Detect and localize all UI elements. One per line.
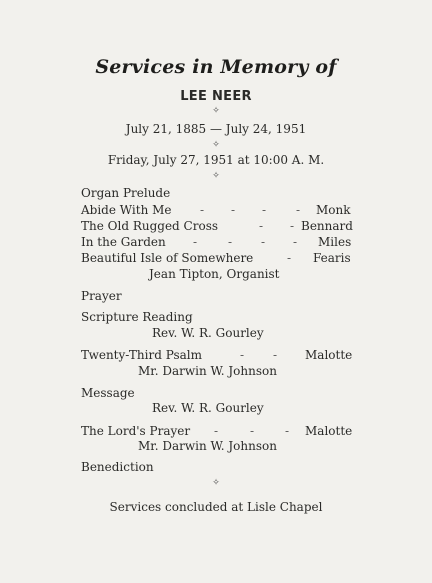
scripture-heading: Scripture Reading [81, 310, 193, 324]
dash-leader: - [287, 251, 292, 265]
dash-leader: - [250, 424, 255, 438]
dash-leader: - [273, 348, 278, 362]
deceased-name: LEE NEER [180, 89, 252, 104]
dash-leader: - [214, 424, 219, 438]
psalm-heading: Twenty-Third Psalm [81, 348, 202, 362]
piece-title: In the Garden [81, 235, 166, 249]
psalm-composer: Malotte [305, 348, 353, 362]
piece-title: The Old Rugged Cross [81, 219, 219, 233]
lords-prayer-composer: Malotte [305, 424, 353, 438]
piece-composer: Monk [316, 203, 351, 217]
dash-leader: - [200, 203, 205, 217]
service-time: Friday, July 27, 1951 at 10:00 A. M. [107, 153, 325, 167]
ornament-1: ✧ [212, 106, 220, 116]
piece-composer: Miles [318, 235, 352, 249]
message-speaker: Rev. W. R. Gourley [152, 401, 264, 415]
dash-leader: - [262, 203, 267, 217]
ornament-3: ✧ [212, 171, 220, 181]
message-heading: Message [81, 386, 135, 400]
dash-leader: - [290, 219, 295, 233]
dash-leader: - [261, 235, 266, 249]
dash-leader: - [231, 203, 236, 217]
program-title: Services in Memory of [95, 56, 337, 78]
lords-prayer-heading: The Lord's Prayer [81, 424, 191, 438]
life-dates: July 21, 1885 — July 24, 1951 [125, 122, 307, 136]
lords-prayer-singer: Mr. Darwin W. Johnson [138, 439, 277, 453]
organist: Jean Tipton, Organist [149, 267, 280, 281]
dash-leader: - [193, 235, 198, 249]
organ-prelude-heading: Organ Prelude [81, 186, 171, 200]
ornament-4: ✧ [212, 478, 220, 488]
prayer-heading: Prayer [81, 289, 122, 303]
benediction-heading: Benediction [81, 460, 154, 474]
psalm-singer: Mr. Darwin W. Johnson [138, 364, 277, 378]
dash-leader: - [228, 235, 233, 249]
dash-leader: - [240, 348, 245, 362]
dash-leader: - [296, 203, 301, 217]
dash-leader: - [259, 219, 264, 233]
scripture-reader: Rev. W. R. Gourley [152, 326, 264, 340]
dash-leader: - [285, 424, 290, 438]
closing-line: Services concluded at Lisle Chapel [109, 500, 323, 514]
dash-leader: - [293, 235, 298, 249]
piece-title: Abide With Me [81, 203, 172, 217]
piece-composer: Fearis [313, 251, 351, 265]
piece-composer: Bennard [301, 219, 353, 233]
piece-title: Beautiful Isle of Somewhere [81, 251, 254, 265]
ornament-2: ✧ [212, 140, 220, 150]
